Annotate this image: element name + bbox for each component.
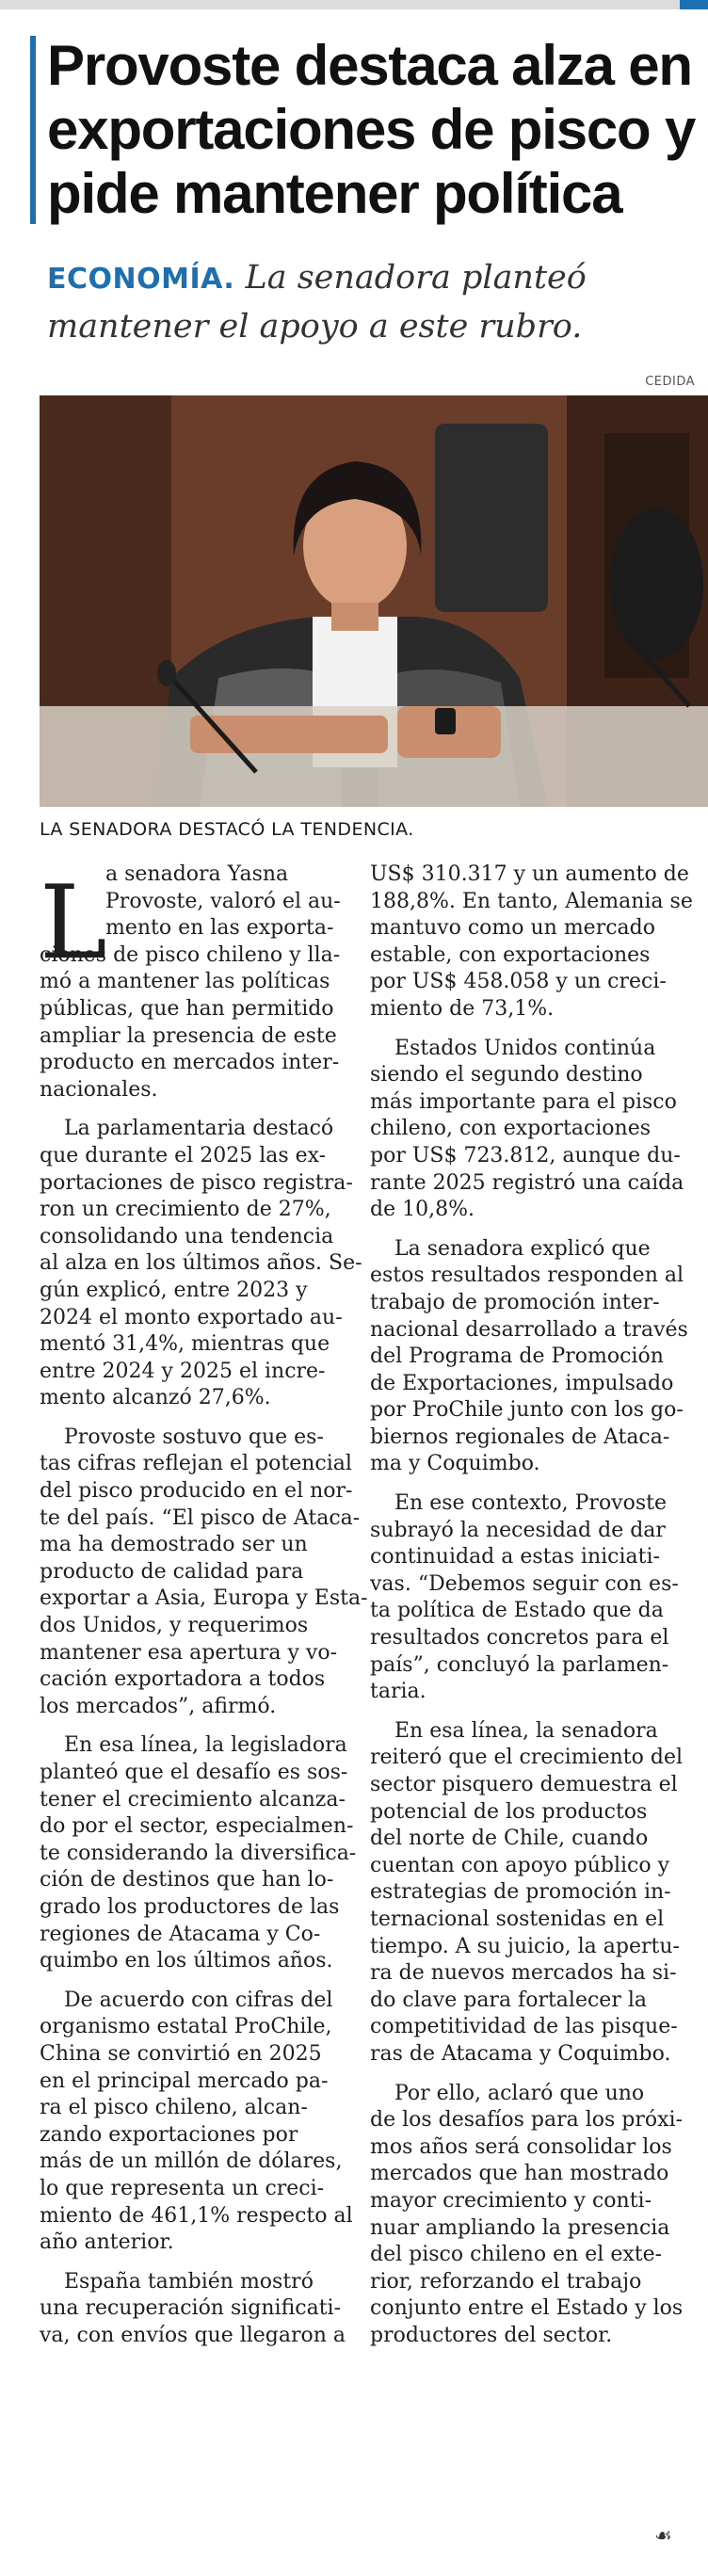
text-line: mayor crecimiento y conti- — [370, 2188, 652, 2213]
text-line: La senadora explicó que — [394, 1236, 651, 1261]
text-line: de 10,8%. — [370, 1198, 475, 1222]
senator-photo-illustration — [40, 395, 708, 807]
text-line: rante 2025 registró una caída — [370, 1170, 684, 1195]
text-line: mantener esa apertura y vo- — [40, 1640, 338, 1665]
text-line: mento alcanzó 27,6%. — [40, 1386, 271, 1410]
text-line: ra de nuevos mercados ha si- — [370, 1961, 677, 1986]
text-line: tas cifras reflejan el potencial — [40, 1452, 352, 1476]
text-line: zando exportaciones por — [40, 2122, 298, 2147]
text-line: reiteró que el crecimiento del — [370, 1746, 684, 1770]
text-line: del norte de Chile, cuando — [370, 1827, 649, 1851]
text-line: resultados concretos para el — [370, 1626, 669, 1650]
headline-line: pide mantener política — [47, 162, 622, 225]
text-line: China se convirtió en 2025 — [40, 2041, 322, 2066]
text-line: más de un millón de dólares, — [40, 2149, 343, 2174]
text-line: entre 2024 y 2025 el incre- — [40, 1359, 326, 1383]
paragraph — [370, 1718, 684, 2069]
text-line: gún explicó, entre 2023 y — [40, 1278, 308, 1302]
text-line: ra el pisco chileno, alcan- — [40, 2096, 308, 2120]
text-line: consolidando una tendencia — [40, 1224, 334, 1248]
text-line: quimbo en los últimos años. — [40, 1949, 333, 1973]
paragraph — [40, 861, 339, 1103]
text-line: lo que representa un creci- — [40, 2176, 325, 2200]
text-line: los mercados”, afirmó. — [40, 1694, 277, 1718]
headline-accent-bar — [30, 36, 36, 224]
text-line: estrategias de promoción in- — [370, 1880, 671, 1905]
paragraph — [40, 2269, 346, 2350]
text-line: públicas, que han permitido — [40, 996, 334, 1021]
text-line: subrayó la necesidad de dar — [370, 1518, 666, 1542]
text-line: Provoste sostuvo que es- — [64, 1425, 324, 1449]
text-line: Por ello, aclaró que uno — [394, 2081, 645, 2105]
text-line: más importante para el pisco — [370, 1089, 677, 1114]
photo-credit: CEDIDA — [645, 375, 695, 389]
text-line: nuar ampliando la presencia — [370, 2215, 670, 2240]
text-line: que durante el 2025 las ex- — [40, 1143, 327, 1167]
paragraph — [370, 861, 693, 1023]
text-line: portaciones de pisco registra- — [40, 1170, 353, 1195]
text-line: do clave para fortalecer la — [370, 1988, 647, 2012]
paragraph — [370, 1036, 684, 1224]
text-line: al alza en los últimos años. Se- — [40, 1251, 362, 1276]
paragraph — [40, 1732, 357, 1974]
text-line: por US$ 458.058 y un creci- — [370, 970, 667, 994]
text-line: ma ha demostrado ser un — [40, 1533, 308, 1557]
article-photo — [40, 395, 708, 807]
text-line: chileno, con exportaciones — [370, 1117, 652, 1141]
article-column-1 — [40, 861, 368, 2349]
headline-line: Provoste destaca alza en — [47, 34, 692, 97]
text-line: exportar a Asia, Europa y Esta- — [40, 1586, 368, 1611]
text-line: ma y Coquimbo. — [370, 1452, 540, 1476]
text-line: nacional desarrollado a través — [370, 1317, 688, 1342]
text-line: Estados Unidos continúa — [394, 1036, 656, 1060]
text-line: conjunto entre el Estado y los — [370, 2296, 684, 2321]
text-line: sector pisquero demuestra el — [370, 1773, 678, 1796]
text-line: nacionales. — [40, 1077, 158, 1102]
text-line: biernos regionales de Ataca- — [370, 1425, 670, 1449]
text-line: a senadora Yasna — [105, 862, 289, 886]
text-line: de los desafíos para los próxi- — [370, 2108, 683, 2133]
text-line: 2024 el monto exportado au- — [40, 1305, 343, 1329]
text-line: En esa línea, la senadora — [394, 1718, 658, 1743]
text-line: en el principal mercado pa- — [40, 2069, 329, 2093]
text-line: La parlamentaria destacó — [64, 1117, 334, 1141]
text-line: año anterior. — [40, 2230, 174, 2255]
text-line: del pisco chileno en el exte- — [370, 2243, 663, 2267]
article-column-2 — [370, 861, 693, 2349]
text-line: cación exportadora a todos — [40, 1667, 326, 1692]
text-line: va, con envíos que llegaron a — [40, 2323, 346, 2347]
text-line: ras de Atacama y Coquimbo. — [370, 2041, 671, 2066]
text-line: productores del sector. — [370, 2323, 613, 2347]
text-line: te considerando la diversifica- — [40, 1841, 357, 1865]
text-line: regiones de Atacama y Co- — [40, 1922, 321, 1946]
summary-line: mantener el apoyo a este rubro. — [47, 308, 583, 346]
text-line: una recuperación significati- — [40, 2296, 342, 2321]
text-line: do por el sector, especialmen- — [40, 1814, 354, 1839]
text-line: Provoste, valoró el au- — [105, 889, 341, 913]
text-line: tiempo. A su juicio, la apertu- — [370, 1934, 680, 1958]
end-of-article-icon: ☙ — [654, 2524, 672, 2547]
paragraph — [370, 1490, 679, 1706]
text-line: ta política de Estado que da — [370, 1599, 664, 1623]
text-line: ción de destinos que han lo- — [40, 1868, 334, 1892]
text-line: te del país. “El pisco de Ataca- — [40, 1505, 361, 1530]
text-line: miento de 461,1% respecto al — [40, 2203, 353, 2228]
paragraph — [370, 2081, 684, 2350]
top-rule — [0, 0, 708, 9]
paragraph — [40, 1116, 362, 1412]
text-line: estable, con exportaciones — [370, 942, 651, 967]
text-line: país”, concluyó la parlamen- — [370, 1652, 669, 1677]
text-line: mó a mantener las políticas — [40, 970, 330, 994]
text-line: De acuerdo con cifras del — [64, 1988, 333, 2012]
text-line: continuidad a estas iniciati- — [370, 1545, 660, 1570]
paragraph — [40, 1988, 353, 2257]
headline — [47, 34, 697, 226]
text-line: ron un crecimiento de 27%, — [40, 1198, 331, 1222]
paragraph — [370, 1236, 688, 1478]
text-line: por US$ 723.812, aunque du- — [370, 1143, 681, 1167]
text-line: En esa línea, la legisladora — [64, 1733, 347, 1758]
text-line: rior, reforzando el trabajo — [370, 2269, 642, 2294]
text-line: En ese contexto, Provoste — [394, 1491, 668, 1516]
summary — [47, 254, 697, 350]
drop-cap: L — [40, 864, 107, 982]
text-line: mos años será consolidar los — [370, 2134, 672, 2159]
text-line: tener el crecimiento alcanza- — [40, 1787, 346, 1811]
text-line: taria. — [370, 1680, 426, 1704]
text-line: producto en mercados inter- — [40, 1051, 340, 1075]
text-line: ampliar la presencia de este — [40, 1023, 337, 1048]
text-line: estos resultados responden al — [370, 1264, 684, 1288]
text-line: mantuvo como un mercado — [370, 916, 655, 941]
paragraph — [40, 1425, 368, 1721]
text-line: mercados que han mostrado — [370, 2162, 669, 2186]
text-line: mento en las exporta- — [105, 916, 334, 941]
text-line: competitividad de las pisque- — [370, 2015, 678, 2039]
text-line: por ProChile junto con los go- — [370, 1398, 684, 1423]
headline-line: exportaciones de pisco y — [47, 98, 696, 161]
text-line: US$ 310.317 y un aumento de — [370, 862, 689, 886]
text-line: trabajo de promoción inter- — [370, 1290, 660, 1314]
text-line: producto de calidad para — [40, 1559, 304, 1584]
photo-caption: LA SENADORA DESTACÓ LA TENDENCIA. — [40, 819, 414, 840]
text-line: 188,8%. En tanto, Alemania se — [370, 889, 693, 913]
text-line: mentó 31,4%, mientras que — [40, 1332, 330, 1357]
text-line: siendo el segundo destino — [370, 1063, 643, 1087]
text-line: potencial de los productos — [370, 1799, 648, 1824]
text-line: del Programa de Promoción — [370, 1344, 664, 1369]
text-line: dos Unidos, y requerimos — [40, 1614, 309, 1638]
text-line: grado los productores de las — [40, 1894, 340, 1919]
text-line: ternacional sostenidas en el — [370, 1907, 665, 1931]
section-kicker: ECONOMÍA. — [47, 263, 235, 296]
text-line: España también mostró — [64, 2269, 314, 2294]
text-line: del pisco producido en el nor- — [40, 1479, 353, 1504]
summary-line: La senadora planteó — [245, 259, 587, 297]
text-line: miento de 73,1%. — [370, 996, 555, 1021]
text-line: ciones de pisco chileno y lla- — [40, 942, 341, 967]
text-line: vas. “Debemos seguir con es- — [370, 1571, 679, 1596]
text-line: planteó que el desafío es sos- — [40, 1761, 348, 1784]
text-line: cuentan con apoyo público y — [370, 1853, 670, 1877]
text-line: de Exportaciones, impulsado — [370, 1371, 674, 1395]
text-line: organismo estatal ProChile, — [40, 2015, 332, 2039]
